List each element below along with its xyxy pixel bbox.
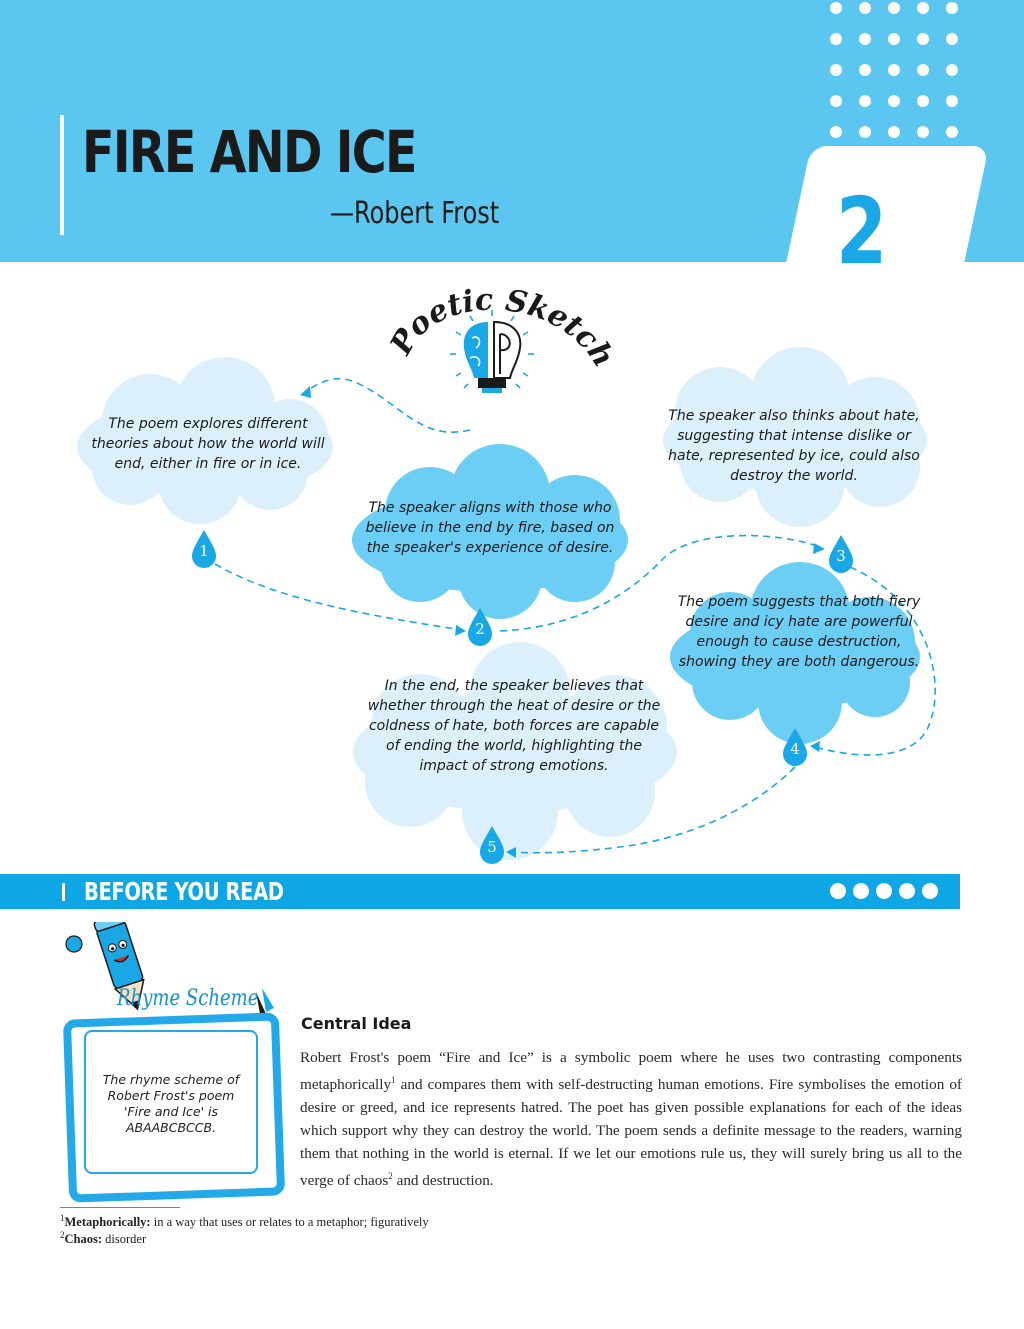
decorative-dot	[830, 126, 842, 138]
drop-number-5: 5	[487, 838, 497, 856]
drop-number-2: 2	[475, 620, 485, 638]
decorative-dot	[830, 95, 842, 107]
decorative-dot	[917, 95, 929, 107]
decorative-dot	[859, 33, 871, 45]
decorative-dot	[917, 64, 929, 76]
chapter-header	[0, 0, 1024, 285]
drop-number-4: 4	[790, 740, 800, 758]
cloud-text-1: The poem explores different theories about how the world will end, either in fire or in ice.	[91, 416, 325, 472]
decorative-dot	[888, 2, 900, 14]
footnote-ref-2: 2	[388, 1171, 393, 1182]
cloud-text-4: The poem suggests that both fiery desire and icy hate are powerful enough to cause destruction, showing they are both dangerous.	[677, 594, 921, 670]
rhyme-scheme-label: Rhyme Scheme	[117, 986, 259, 1011]
decorative-dot-grid	[826, 0, 966, 170]
arrowhead-3-4	[810, 741, 820, 752]
section-dots	[830, 883, 945, 904]
arrowhead-2-3	[813, 543, 825, 554]
section-bar	[0, 874, 960, 909]
decorative-dot	[946, 2, 958, 14]
decorative-dot	[888, 33, 900, 45]
chapter-number: 2	[836, 178, 888, 285]
poem-author: —Robert Frost	[330, 196, 500, 231]
decorative-dot	[830, 64, 842, 76]
footnote-divider	[60, 1207, 180, 1208]
decorative-dot	[830, 33, 842, 45]
cloud-text-2: The speaker aligns with those who believe in the end by fire, based on the speaker's experience of desire.	[365, 500, 615, 556]
cloud-text-3: The speaker also thinks about hate, suggesting that intense dislike or hate, represented by ice, could also destroy the world.	[668, 408, 920, 484]
central-idea-heading: Central Idea	[301, 1014, 412, 1033]
decorative-dot	[859, 2, 871, 14]
cloud-text-5: In the end, the speaker believes that whether through the heat of desire or the coldness of hate, both forces are capable of ending the world, highlighting the impact of strong emotions.	[367, 678, 661, 774]
poem-title: FIRE AND ICE	[82, 118, 416, 186]
arrowhead-1-2	[455, 625, 466, 636]
poetic-sketch	[0, 262, 1024, 872]
decorative-dot	[946, 95, 958, 107]
decorative-dot	[888, 64, 900, 76]
central-idea-paragraph: Robert Frost's poem “Fire and Ice” is a symbolic poem where he uses two contrasting components metaphorically$^1$ and compares them with self-destructing human emotions. Fire symbolises the emotion of desire or greed, and ice represents hatred. The poet has given possible explanations for each of the ideas which support why they can destroy the world. The poem sends a definite message to the readers, warning them that nothing in the world is eternal. If we let our emotions rule us, they will surely bring us all to the verge of chaos$^2$ and destruction.	[300, 1049, 962, 1190]
decorative-dot	[888, 126, 900, 138]
decorative-dot	[917, 126, 929, 138]
decorative-dot	[917, 2, 929, 14]
decorative-dot	[888, 95, 900, 107]
svg-text:Poetic Sketch	[383, 283, 621, 374]
decorative-dot	[946, 64, 958, 76]
footnote-2: $^2$Chaos: disorder	[60, 1230, 147, 1247]
decorative-dot	[946, 33, 958, 45]
title-accent-bar	[60, 115, 64, 235]
footnote-ref-1: 1	[391, 1075, 396, 1085]
decorative-dot	[917, 33, 929, 45]
decorative-dot	[859, 95, 871, 107]
rhyme-scheme-text: The rhyme scheme of Robert Frost's poem 'Fire and Ice' is ABAABCBCCB.	[102, 1072, 240, 1135]
footnote-1: $^1$Metaphorically: in a way that uses or relates to a metaphor; figuratively	[60, 1213, 429, 1230]
decorative-dot	[859, 64, 871, 76]
decorative-dot	[946, 126, 958, 138]
poetic-sketch-title-text: Poetic Sketch	[383, 282, 621, 374]
section-title: BEFORE YOU READ	[84, 877, 284, 906]
drop-number-1: 1	[199, 542, 209, 560]
section-accent-bar	[62, 883, 65, 901]
drop-number-3: 3	[836, 547, 846, 565]
decorative-dot	[859, 126, 871, 138]
decorative-dot	[830, 2, 842, 14]
